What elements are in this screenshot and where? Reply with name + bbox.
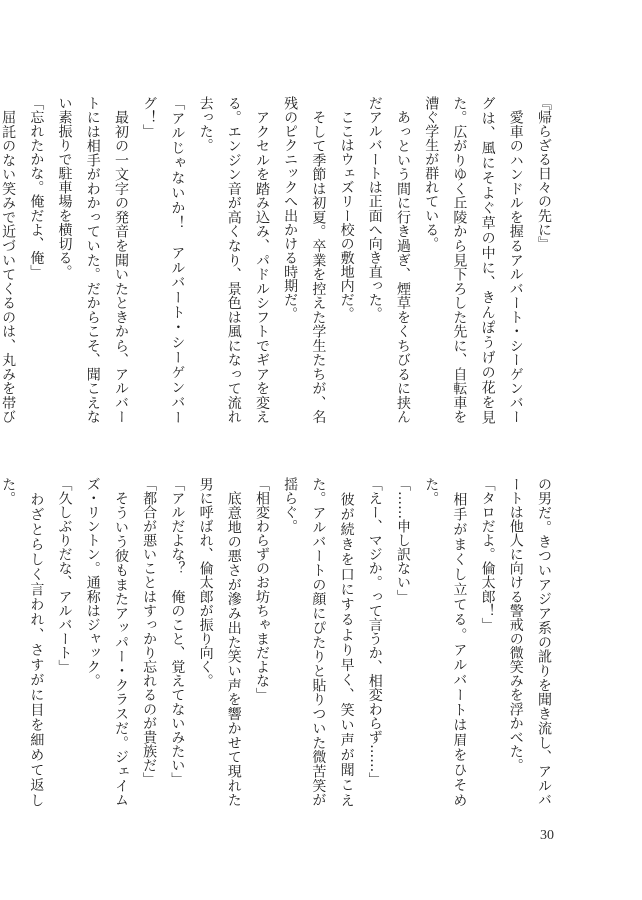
paragraph: 「都合が悪いことはすっかり忘れるのが貴族だ」 [141, 477, 158, 787]
lower-text-tier [0, 477, 558, 807]
paragraph: 彼が続きを口にするより早く、笑い声が聞こえた。アルバートの顔にぴたりと貼りついた微苦笑が揺らぐ。 [282, 477, 355, 807]
paragraph: 屈託のない笑みで近づいてくるのは、丸みを帯び [0, 110, 17, 424]
paragraph: 「タロだよ。倫太郎！」 [479, 477, 496, 632]
paragraph: 「忘れたかな。俺だよ、俺」 [28, 96, 45, 279]
paragraph: ここはウェズリー校の敷地内だ。 [338, 96, 355, 321]
paragraph: そういう彼もまたアッパー・クラスだ。ジェイムズ・リントン。通称はジャック。 [84, 477, 129, 807]
paragraph: 「久しぶりだな、アルバート」 [56, 477, 73, 674]
paragraph: 「アルだよな？ 俺のこと、覚えてないみたい」 [169, 477, 186, 787]
paragraph: 「……申し訳ない」 [394, 477, 411, 604]
chapter-title: 『帰らざる日々の先に』 [536, 96, 552, 251]
paragraph: アクセルを踏み込み、パドルシフトでギアを変える。エンジン音が高くなり、景色は風になって流れ去った。 [197, 96, 270, 424]
paragraph: わざとらしく言われ、さすがに目を細めて返した。 [0, 477, 45, 807]
paragraph: 「えー、マジか。って言うか、相変わらず……」 [366, 477, 383, 787]
paragraph: の男だ。きついアジア系の訛りを聞き流し、アルバートは他人に向ける警戒の微笑みを浮かべた。 [507, 477, 552, 807]
paragraph: あっという間に行き過ぎ、煙草をくちびるに挟んだアルバートは正面へ向き直った。 [366, 96, 411, 424]
paragraph: 相手がまくし立てる。アルバートは眉をひそめた。 [423, 477, 468, 807]
paragraph: 愛車のハンドルを握るアルバート・シーゲンバーグは、風にそよぐ草の中に、きんぽうげの花を見た。広がりゆく丘陵から見下ろした先に、自転車を漕ぐ学生が群れている。 [423, 96, 524, 424]
page-number: 30 [540, 828, 554, 843]
paragraph: 最初の一文字の発音を聞いたときから、アルバートには相手がわかっていた。だからこそ、聞こえない素振りで駐車場を横切る。 [56, 96, 129, 424]
paragraph: 「アルじゃないか！ アルバート・シーゲンバーグ！」 [141, 96, 186, 424]
paragraph: そして季節は初夏。卒業を控えた学生たちが、名残のピクニックへ出かける時期だ。 [282, 96, 327, 424]
paragraph: 「相変わらずのお坊ちゃまだよな」 [253, 477, 270, 702]
paragraph: 底意地の悪さが滲み出た笑い声を響かせて現れた男に呼ばれ、倫太郎が振り向く。 [197, 477, 242, 807]
upper-text-tier [0, 96, 558, 424]
